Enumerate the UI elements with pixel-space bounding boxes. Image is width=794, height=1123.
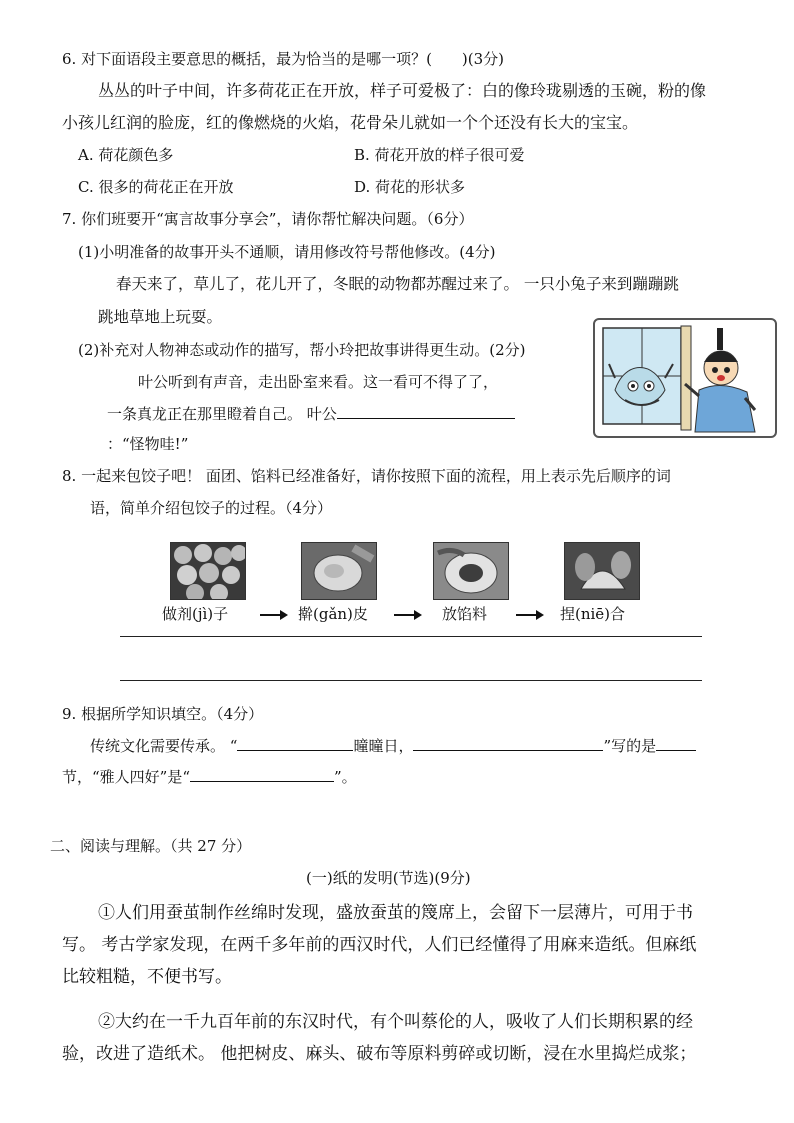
q9-stem: 9. 根据所学知识填空。（4分） bbox=[62, 705, 264, 723]
q6-option-d: D. 荷花的形状多 bbox=[354, 178, 466, 196]
article-title: (一)纸的发明(节选)(9分) bbox=[306, 869, 471, 887]
dragon-and-yegong-illustration bbox=[593, 318, 777, 438]
q7-sub1: (1)小明准备的故事开头不通顺，请用修改符号帮他修改。(4分) bbox=[78, 243, 496, 261]
step1-label: 做剂(jì)子 bbox=[162, 605, 229, 623]
q6-option-b: B. 荷花开放的样子很可爱 bbox=[354, 146, 525, 164]
q7-stem: 7. 你们班要开“寓言故事分享会”，请你帮忙解决问题。（6分） bbox=[62, 210, 474, 228]
q9-line1 bbox=[90, 736, 696, 756]
arrow-icon bbox=[394, 614, 420, 616]
q9-blank-2[interactable] bbox=[413, 736, 603, 751]
q7-sub2-text-line2 bbox=[107, 404, 515, 424]
q7-answer-blank[interactable] bbox=[337, 404, 515, 419]
q9-blank-3[interactable] bbox=[656, 736, 696, 751]
article-p2-line2: 验，改进了造纸术。 他把树皮、麻头、破布等原料剪碎或切断，浸在水里捣烂成浆； bbox=[62, 1044, 697, 1064]
step3-adding-filling-photo bbox=[433, 542, 509, 600]
q7-sub2: (2)补充对人物神态或动作的描写，帮小玲把故事讲得更生动。(2分) bbox=[78, 341, 526, 359]
q9-line2-prefix: 节，“雅人四好”是“ bbox=[62, 768, 191, 786]
article-p1-line1: ①人们用蚕茧制作丝绵时发现，盛放蚕茧的篾席上，会留下一层薄片，可用于书 bbox=[98, 903, 693, 923]
q9-line1-suffix: ”写的是 bbox=[603, 737, 657, 755]
step2-label: 擀(gǎn)皮 bbox=[298, 605, 368, 623]
arrow-icon bbox=[260, 614, 286, 616]
article-p2-line1: ②大约在一千九百年前的东汉时代，有个叫蔡伦的人，吸收了人们长期积累的经 bbox=[98, 1012, 693, 1032]
q7-sub2-text-line1: 叶公听到有声音，走出卧室来看。这一看可不得了了， bbox=[138, 373, 499, 391]
q7-sub2-line2-label: 一条真龙正在那里瞪着自己。 叶公 bbox=[107, 405, 337, 423]
article-p1-line3: 比较粗糙，不便书写。 bbox=[62, 967, 232, 987]
q9-line1-prefix: 传统文化需要传承。 “ bbox=[90, 737, 238, 755]
q6-option-c: C. 很多的荷花正在开放 bbox=[78, 178, 234, 196]
step3-label: 放馅料 bbox=[442, 605, 488, 623]
article-p1-line2: 写。 考古学家发现，在两千多年前的西汉时代，人们已经懂得了用麻来造纸。但麻纸 bbox=[62, 935, 697, 955]
step1-dough-pieces-photo bbox=[170, 542, 246, 600]
q8-stem-line1: 8. 一起来包饺子吧！ 面团、馅料已经准备好，请你按照下面的流程，用上表示先后顺序的词 bbox=[62, 467, 671, 485]
q6-passage-line1: 丛丛的叶子中间，许多荷花正在开放，样子可爱极了：白的像玲珑剔透的玉碗，粉的像 bbox=[98, 81, 707, 100]
q9-line1-middle: 曈曈日， bbox=[353, 737, 414, 755]
q8-answer-line-1[interactable] bbox=[120, 636, 702, 637]
q6-passage-line2: 小孩儿红润的脸庞，红的像燃烧的火焰，花骨朵儿就如一个个还没有长大的宝宝。 bbox=[62, 113, 639, 132]
q8-stem-line2: 语，简单介绍包饺子的过程。（4分） bbox=[90, 499, 333, 517]
q7-sub2-text-line3: ：“怪物哇!” bbox=[107, 435, 189, 453]
q9-line2 bbox=[62, 767, 357, 787]
q9-line2-suffix: ”。 bbox=[334, 768, 357, 786]
arrow-icon bbox=[516, 614, 542, 616]
q7-sub1-text-line1: 春天来了，草儿了，花儿开了，冬眠的动物都苏醒过来了。 一只小兔子来到蹦蹦跳 bbox=[116, 275, 679, 293]
q9-blank-1[interactable] bbox=[237, 736, 353, 751]
q9-blank-4[interactable] bbox=[190, 767, 334, 782]
step4-pinching-dumpling-photo bbox=[564, 542, 640, 600]
q7-sub1-text-line2: 跳地草地上玩耍。 bbox=[98, 308, 223, 326]
section2-heading: 二、阅读与理解。（共 27 分） bbox=[50, 837, 252, 855]
step2-rolling-wrapper-photo bbox=[301, 542, 377, 600]
q6-stem: 6. 对下面语段主要意思的概括，最为恰当的是哪一项？( )(3分) bbox=[62, 50, 505, 68]
q8-answer-line-2[interactable] bbox=[120, 680, 702, 681]
q6-option-a: A. 荷花颜色多 bbox=[78, 146, 174, 164]
step4-label: 捏(niē)合 bbox=[560, 605, 626, 623]
